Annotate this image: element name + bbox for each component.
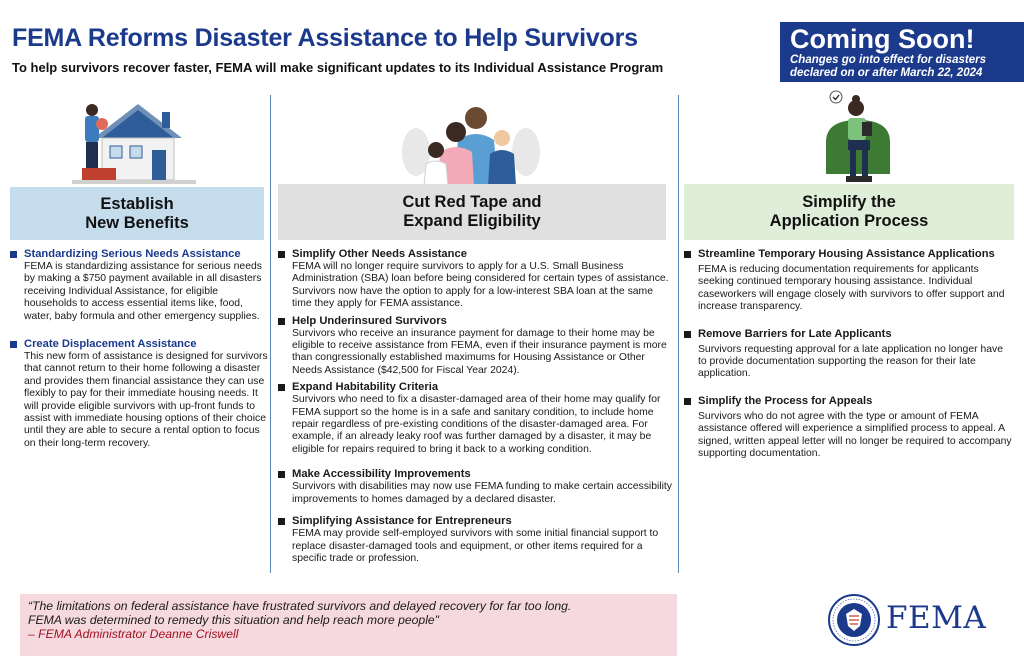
item-title: Simplifying Assistance for Entrepreneurs <box>292 515 512 528</box>
column-heading-new-benefits: Establish New Benefits <box>10 184 264 240</box>
item-title: Expand Habitability Criteria <box>292 381 439 394</box>
page-title: FEMA Reforms Disaster Assistance to Help Survivors <box>12 24 638 52</box>
column-red-tape <box>278 248 674 565</box>
list-item <box>10 248 268 323</box>
list-item <box>10 338 268 450</box>
list-item <box>684 395 1014 461</box>
item-title: Streamline Temporary Housing Assistance Applications <box>698 248 995 260</box>
column-heading-red-tape: Cut Red Tape and Expand Eligibility <box>278 184 666 240</box>
bullet-marker <box>684 251 691 258</box>
bullet-marker <box>278 384 285 391</box>
item-body: Survivors who receive an insurance payment for damage to their home may be eligible to receive assistance from FEMA, even if their insurance payment is more than congressionally established maximums for Housing Assistance or Other Needs Assistance ($42,500 for Fiscal Year 2024). <box>292 327 667 376</box>
item-body: FEMA may provide self-employed survivors with some initial financial support to replace disaster-damaged tools and equipment, or other items required for a specific trade or profession. <box>292 528 659 564</box>
bullet-marker <box>278 518 285 525</box>
bullet-marker <box>10 341 17 348</box>
bullet-marker <box>278 471 285 478</box>
item-body: FEMA will no longer require survivors to apply for a U.S. Small Business Administration (SBA) loan before being considered for certain types of assistance. Survivors now have the option to apply for a low-interest SBA loan at the same time they apply for FEMA assistance. <box>292 261 669 310</box>
column-application <box>684 248 1014 460</box>
quote-attribution: – FEMA Administrator Deanne Criswell <box>28 627 239 642</box>
banner-subtext: Changes go into effect for disasters declared on or after March 22, 2024 <box>790 54 986 79</box>
item-title: Simplify the Process for Appeals <box>698 394 873 407</box>
column-divider-2 <box>678 95 679 573</box>
item-body: This new form of assistance is designed for survivors that cannot return to their home following a disaster and provides them financial assistance they can use flexibly to pay for their immediate housing needs. It will provide eligible survivors with up-front funds to assist with immediate housing options of their choice until they are able to secure a rental option to focus on their long-term recovery. <box>24 351 268 449</box>
item-body: Survivors requesting approval for a late application no longer have to provide documentation supporting the reason for their late application. <box>698 343 1003 380</box>
quote-line: FEMA was determined to remedy this situation and help reach more people" <box>28 613 440 628</box>
bullet-marker <box>684 331 691 338</box>
family-illustration <box>402 104 540 186</box>
column-new-benefits <box>10 248 268 450</box>
bullet-marker <box>278 318 285 325</box>
item-title: Help Underinsured Survivors <box>292 314 447 327</box>
list-item <box>278 315 674 378</box>
list-item <box>684 248 1014 314</box>
item-title: Simplify Other Needs Assistance <box>292 248 467 260</box>
fema-wordmark: FEMA <box>886 600 987 636</box>
item-body: Survivors with disabilities may now use FEMA funding to make certain accessibility improvements to homes damaged by a declared disaster. <box>292 481 672 505</box>
banner-headline: Coming Soon! <box>790 24 975 54</box>
list-item <box>278 248 674 311</box>
list-item <box>278 515 674 565</box>
house-illustration <box>72 98 196 184</box>
item-title: Standardizing Serious Needs Assistance <box>24 248 241 260</box>
dhs-seal-icon <box>828 594 880 646</box>
column-heading-application: Simplify the Application Process <box>684 184 1014 240</box>
item-body: Survivors who do not agree with the type or amount of FEMA assistance offered will experience a simplified process to appeal. A signed, written appeal letter will no longer be required to accompany supporting documentation. <box>698 410 1012 460</box>
item-title: Remove Barriers for Late Applicants <box>698 327 892 340</box>
coming-soon-banner <box>780 22 1024 82</box>
list-item <box>278 468 674 506</box>
column-divider-1 <box>270 95 271 573</box>
bullet-marker <box>278 251 285 258</box>
page-subtitle: To help survivors recover faster, FEMA will make significant updates to its Individual Assistance Program <box>12 60 664 75</box>
quote-box <box>20 594 677 656</box>
applicant-illustration <box>820 90 896 186</box>
list-item <box>684 328 1014 381</box>
item-title: Create Displacement Assistance <box>24 338 197 351</box>
item-body: Survivors who need to fix a disaster-damaged area of their home may qualify for FEMA support so the home is in a safe and sanitary condition, to include home repair regardless of pre-existing conditions of the disaster-damaged area. For example, if an already leaky roof was further damaged by a disaster, it may be eligible for repairs required to bring it back to a working condition. <box>292 394 661 455</box>
bullet-marker <box>684 398 691 405</box>
list-item <box>278 381 674 456</box>
item-body: FEMA is reducing documentation requirements for applicants seeking continued temporary housing assistance. Individual caseworkers will engage closely with survivors to offer support and increase transparency. <box>698 264 1005 313</box>
quote-line: “The limitations on federal assistance have frustrated survivors and delayed recovery for far too long. <box>28 599 572 613</box>
item-body: FEMA is standardizing assistance for serious needs by making a $750 payment available in all disasters receiving Individual Assistance, for eligible households to access essential items like, food, water, baby formula and other emergency supplies. <box>24 261 262 322</box>
item-title: Make Accessibility Improvements <box>292 468 471 481</box>
bullet-marker <box>10 251 17 258</box>
